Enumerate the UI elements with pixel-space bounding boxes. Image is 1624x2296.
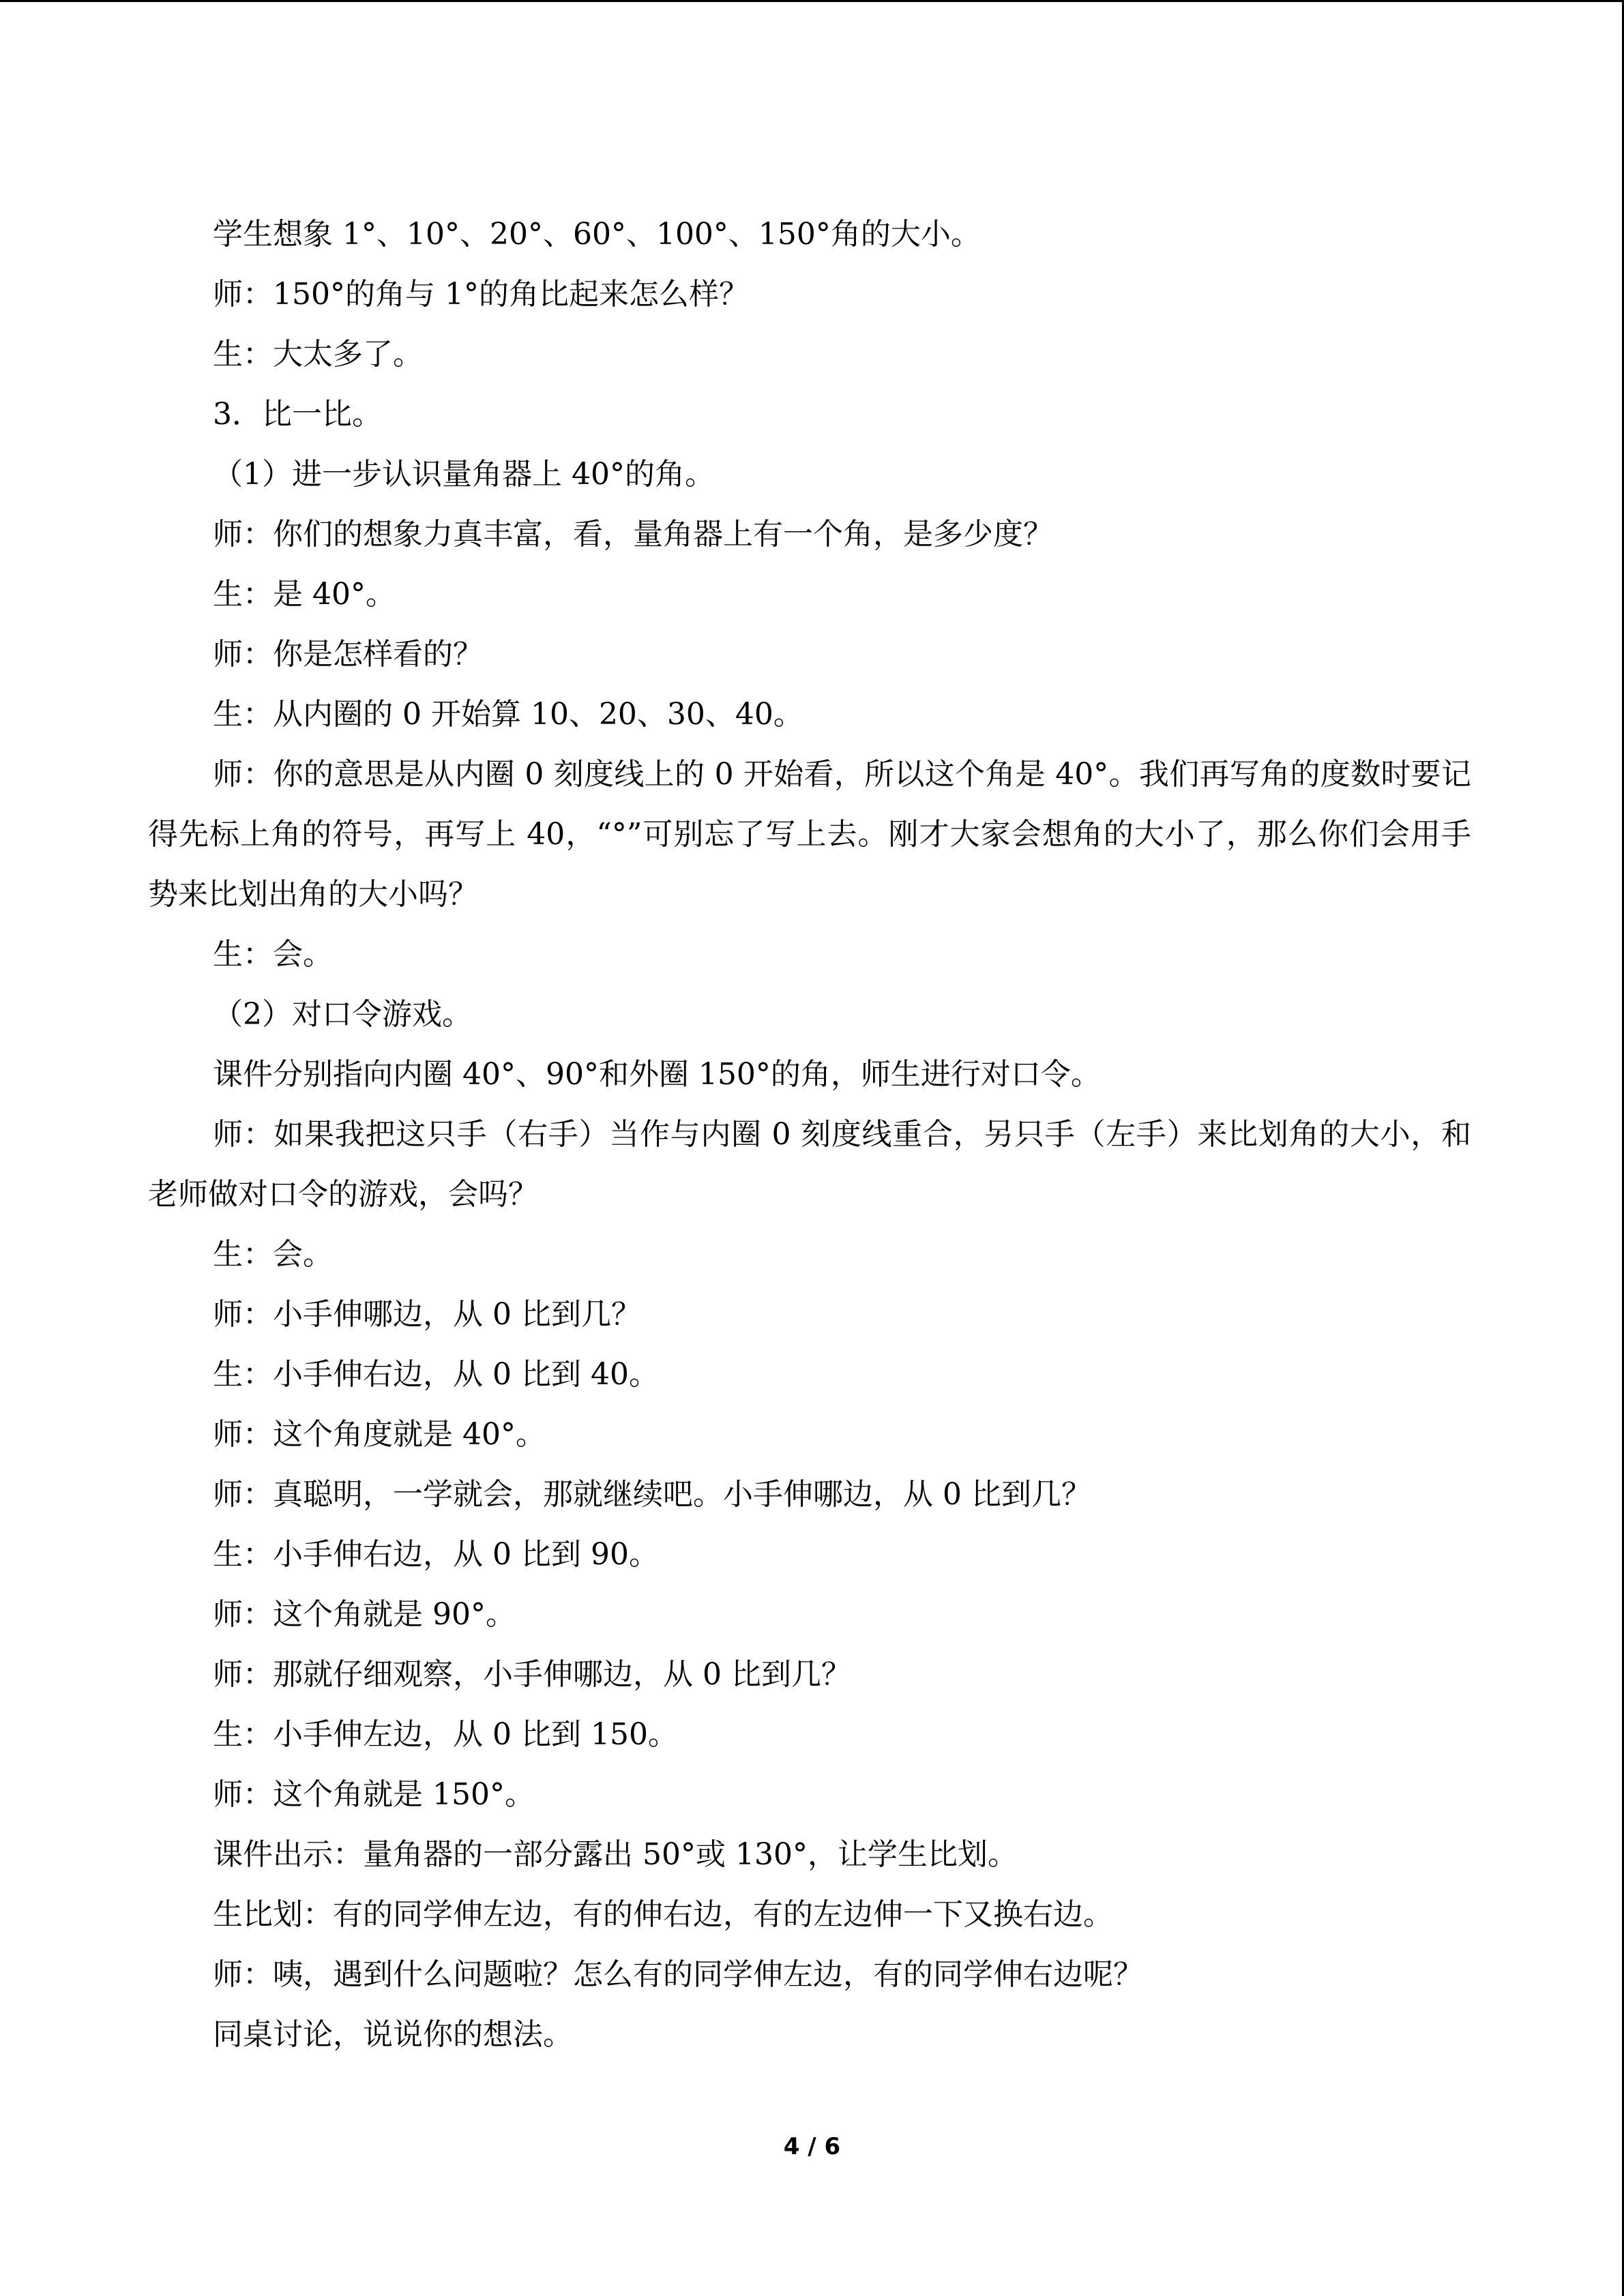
text-line: 师：真聪明，一学就会，那就继续吧。小手伸哪边，从 0 比到几？ <box>213 1477 1091 1512</box>
text-line: 师：你是怎样看的？ <box>213 637 483 672</box>
text-line: 生：从内圈的 0 开始算 10、20、30、40。 <box>213 697 803 732</box>
text-line: 学生想象 1°、10°、20°、60°、100°、150°角的大小。 <box>213 217 981 252</box>
text-line: 同桌讨论，说说你的想法。 <box>213 2017 573 2052</box>
text-line: 生：大太多了。 <box>213 337 423 372</box>
text-paragraph: 师：你的意思是从内圈 0 刻度线上的 0 开始看，所以这个角是 40°。我们再写角的度数时要记得先标上角的符号，再写上 40，“°”可别忘了写上去。刚才大家会想角的大小了，那么你们会用手势来比划出角的大小吗？ <box>148 757 1471 912</box>
page-top-border <box>0 0 1624 2</box>
text-line: 师：这个角度就是 40°。 <box>213 1417 546 1452</box>
text-line: 师：那就仔细观察，小手伸哪边，从 0 比到几？ <box>213 1657 851 1692</box>
text-line: 课件分别指向内圈 40°、90°和外圈 150°的角，师生进行对口令。 <box>213 1057 1101 1092</box>
text-line: 生：小手伸右边，从 0 比到 90。 <box>213 1537 659 1572</box>
section-heading: 3．比一比。 <box>213 397 382 432</box>
text-line: 师：这个角就是 90°。 <box>213 1597 516 1632</box>
text-line: 生：会。 <box>213 1237 333 1272</box>
text-line: 师：150°的角与 1°的角比起来怎么样？ <box>213 277 749 312</box>
text-line: 师：咦，遇到什么问题啦？怎么有的同学伸左边，有的同学伸右边呢？ <box>213 1957 1143 1992</box>
text-line: 师：小手伸哪边，从 0 比到几？ <box>213 1297 641 1332</box>
text-line: 生：小手伸右边，从 0 比到 40。 <box>213 1357 659 1392</box>
text-line: 生：小手伸左边，从 0 比到 150。 <box>213 1717 678 1752</box>
document-body <box>148 205 1471 2065</box>
subsection-heading: （2）对口令游戏。 <box>213 997 472 1032</box>
text-line: 生：会。 <box>213 937 333 972</box>
text-line: 生：是 40°。 <box>213 577 396 612</box>
text-line: 课件出示：量角器的一部分露出 50°或 130°，让学生比划。 <box>213 1837 1018 1872</box>
text-line: 师：你们的想象力真丰富，看，量角器上有一个角，是多少度？ <box>213 517 1053 552</box>
subsection-heading: （1）进一步认识量角器上 40°的角。 <box>213 457 715 492</box>
page-number: 4 / 6 <box>783 2133 841 2160</box>
text-line: 师：这个角就是 150°。 <box>213 1777 535 1812</box>
text-paragraph: 师：如果我把这只手（右手）当作与内圈 0 刻度线重合，另只手（左手）来比划角的大小，和老师做对口令的游戏，会吗？ <box>148 1117 1471 1212</box>
text-line: 生比划：有的同学伸左边，有的伸右边，有的左边伸一下又换右边。 <box>213 1897 1113 1932</box>
